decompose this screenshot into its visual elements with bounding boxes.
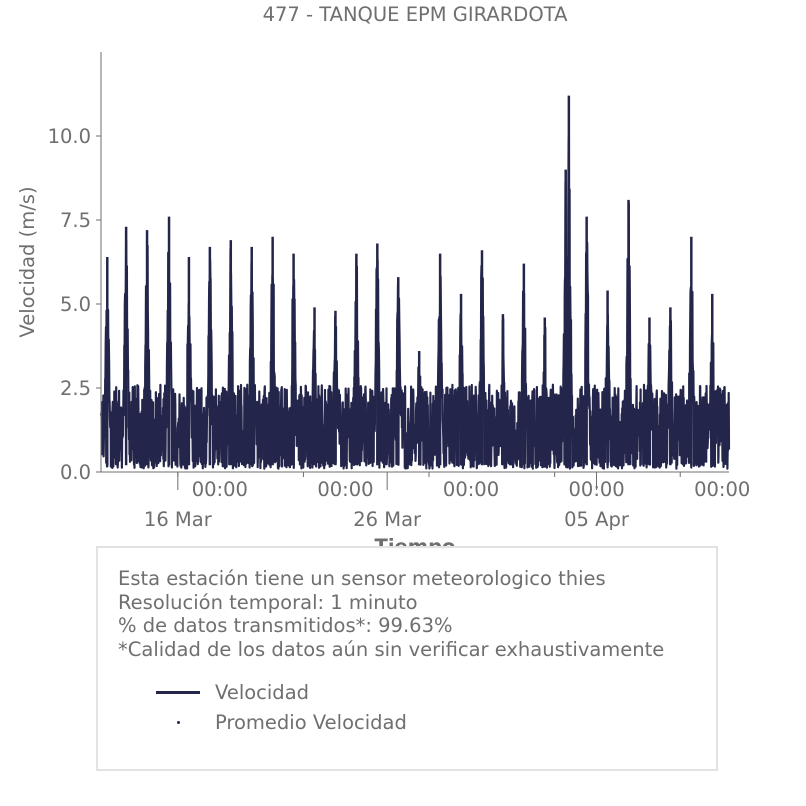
info-line-transmitted: % de datos transmitidos*: 99.63% — [118, 614, 453, 637]
chart-title: 477 - TANQUE EPM GIRARDOTA — [262, 3, 568, 26]
station-info-text — [118, 567, 664, 661]
series-velocidad — [101, 96, 729, 469]
legend-label-velocidad: Velocidad — [215, 680, 310, 704]
x-minor-tick-label: 00:00 — [442, 478, 500, 501]
y-axis-label: Velocidad (m/s) — [16, 186, 39, 338]
x-minor-tick-label: 00:00 — [317, 478, 374, 501]
x-ticks — [144, 472, 750, 531]
x-minor-tick-label: 00:00 — [568, 478, 625, 501]
info-line-resolution: Resolución temporal: 1 minuto — [118, 590, 418, 614]
legend-item-velocidad — [156, 680, 309, 704]
info-line-quality: *Calidad de los datos aún sin verificar exhaustivamente — [118, 637, 665, 661]
y-tick-label: 2.5 — [59, 377, 91, 400]
y-tick-label: 10.0 — [47, 125, 91, 148]
y-tick-label: 0.0 — [59, 461, 91, 484]
x-minor-tick-label: 00:00 — [191, 478, 248, 501]
x-major-tick-label: 05 Apr — [564, 508, 629, 531]
station-info-box — [96, 546, 718, 771]
y-ticks — [48, 125, 101, 484]
x-minor-tick-label: 00:00 — [694, 478, 751, 501]
velocidad-line — [101, 137, 729, 469]
legend-line-swatch — [156, 691, 200, 694]
legend-label-promedio: Promedio Velocidad — [215, 710, 407, 734]
y-tick-label: 5.0 — [59, 293, 91, 316]
info-line-sensor: Esta estación tiene un sensor meteorologico thies — [118, 567, 606, 590]
legend-item-promedio — [156, 710, 407, 734]
y-tick-label: 7.5 — [59, 209, 91, 232]
x-major-tick-label: 26 Mar — [353, 508, 422, 531]
x-major-tick-label: 16 Mar — [143, 508, 212, 531]
legend-dot-swatch — [177, 721, 180, 724]
